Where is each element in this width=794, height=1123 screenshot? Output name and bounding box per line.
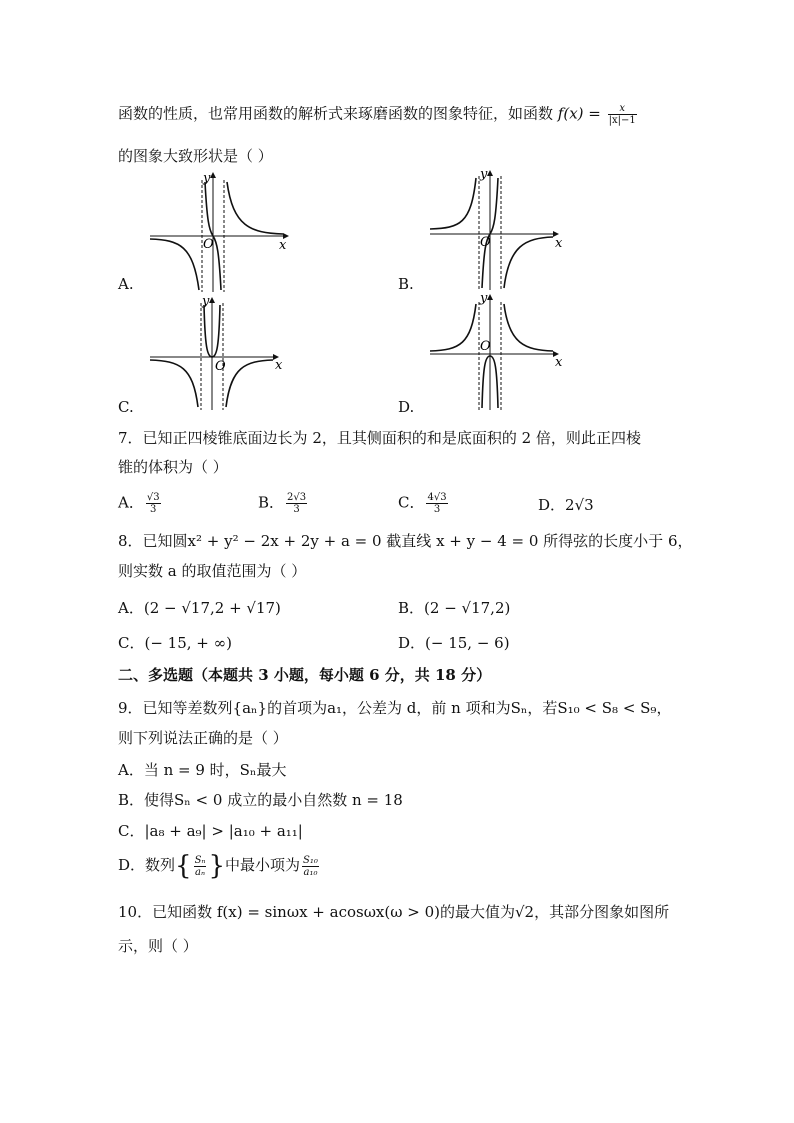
label-b: B.	[398, 275, 414, 293]
q9-option-c: C．|a₈ + a₉| > |a₁₀ + a₁₁|	[118, 822, 303, 840]
section-2-heading: 二、多选题（本题共 3 小题，每小题 6 分，共 18 分）	[118, 666, 492, 684]
q6-line2: 的图象大致形状是（ ）	[118, 147, 273, 165]
q6-fx: f(x) =	[557, 104, 601, 123]
q7-option-a-frac	[146, 492, 161, 515]
q7-option-a-label: A．	[118, 493, 144, 512]
q7-option-c-label: C．	[398, 493, 425, 512]
graph-d	[425, 292, 570, 413]
q9-option-d-den2: a₁₀	[303, 866, 318, 878]
q7-option-c-den: 3	[433, 504, 441, 515]
graph-a-origin: O	[203, 237, 214, 252]
graph-b	[425, 168, 570, 293]
q9-line2: 则下列说法正确的是（ ）	[118, 729, 288, 747]
q6-fraction	[608, 103, 637, 126]
graph-b-x: x	[555, 236, 563, 251]
q9-option-b: B．使得Sₙ < 0 成立的最小自然数 n = 18	[118, 791, 403, 809]
q7-option-b-label: B．	[258, 493, 285, 512]
label-a: A.	[118, 275, 134, 293]
q6-frac-den: |x|−1	[608, 115, 636, 126]
graph-c-origin: O	[215, 359, 226, 374]
q8-option-b	[398, 598, 510, 618]
q8-option-b-text: (2 − √17,2)	[424, 599, 511, 617]
graph-c	[145, 295, 290, 413]
q7-line2: 锥的体积为（ ）	[118, 458, 228, 476]
q6-line1	[118, 103, 639, 126]
graph-d-x: x	[555, 355, 563, 370]
graph-a	[145, 170, 290, 295]
q7-option-c-num: 4√3	[427, 492, 447, 503]
graph-a-y: y	[203, 171, 211, 186]
q7-line1: 7．已知正四棱锥底面边长为 2，且其侧面积的和是底面积的 2 倍，则此正四棱	[118, 429, 641, 447]
q8-option-d-label: D．	[398, 634, 426, 652]
q8-option-c	[118, 633, 232, 653]
q8-option-a-label: A．	[118, 599, 144, 617]
q8-line1: 8．已知圆x² + y² − 2x + 2y + a = 0 截直线 x + y − 4 = 0 所得弦的长度小于 6，	[118, 532, 693, 550]
q8-option-a	[118, 598, 281, 618]
q9-option-a: A．当 n = 9 时，Sₙ最大	[118, 761, 287, 779]
q7-option-d-text: 2√3	[565, 496, 594, 514]
q7-option-c	[398, 492, 450, 515]
q8-option-c-label: C．	[118, 634, 145, 652]
graph-d-y: y	[480, 291, 488, 306]
q6-frac-num: x	[608, 103, 637, 115]
q7-option-d	[538, 495, 594, 515]
q8-option-d-text: (− 15, − 6)	[425, 634, 510, 652]
q9-option-d-frac1	[194, 855, 207, 878]
q9-option-d-num2: S₁₀	[303, 854, 318, 866]
q9-option-d-frac2	[302, 855, 319, 878]
q7-option-b-num: 2√3	[287, 492, 307, 503]
q7-option-c-frac	[426, 492, 447, 515]
q6-line1-text: 函数的性质，也常用函数的解析式来琢磨函数的图象特征，如函数	[118, 104, 554, 123]
q9-option-d	[118, 853, 321, 879]
q8-option-a-text: (2 − √17,2 + √17)	[143, 599, 281, 617]
q7-option-a-num: √3	[146, 492, 160, 503]
q8-line2: 则实数 a 的取值范围为（ ）	[118, 562, 307, 580]
q9-option-d-num: Sₙ	[194, 854, 206, 866]
q9-option-d-den: aₙ	[195, 866, 206, 878]
q7-option-b-frac	[286, 492, 307, 515]
q9-option-d-pre: D．数列	[118, 856, 176, 874]
graph-d-origin: O	[480, 339, 491, 354]
q7-option-b-den: 3	[293, 504, 300, 515]
q8-option-d	[398, 633, 510, 653]
q7-option-a	[118, 492, 163, 515]
right-brace-glyph: }	[208, 851, 226, 881]
graph-a-x: x	[279, 238, 287, 253]
q7-option-b	[258, 492, 309, 515]
q10-line2: 示，则（ ）	[118, 937, 198, 955]
q8-option-c-text: (− 15, + ∞)	[144, 634, 232, 652]
q7-option-a-den: 3	[150, 504, 157, 515]
graph-b-y: y	[480, 167, 488, 182]
left-brace-glyph: {	[175, 851, 192, 881]
graph-c-x: x	[275, 358, 283, 373]
graph-c-y: y	[202, 294, 210, 309]
q7-option-d-label: D．	[538, 496, 566, 514]
q9-line1: 9．已知等差数列{aₙ}的首项为a₁，公差为 d，前 n 项和为Sₙ，若S₁₀ < S₈ < S₉，	[118, 699, 672, 717]
q9-option-d-mid: 中最小项为	[225, 856, 301, 874]
q10-line1: 10．已知函数 f(x) = sinωx + acosωx(ω > 0)的最大值为√2，其部分图象如图所	[118, 903, 670, 921]
label-c: C.	[118, 398, 134, 416]
label-d: D.	[398, 398, 415, 416]
graph-b-origin: O	[480, 235, 491, 250]
q8-option-b-label: B．	[398, 599, 425, 617]
